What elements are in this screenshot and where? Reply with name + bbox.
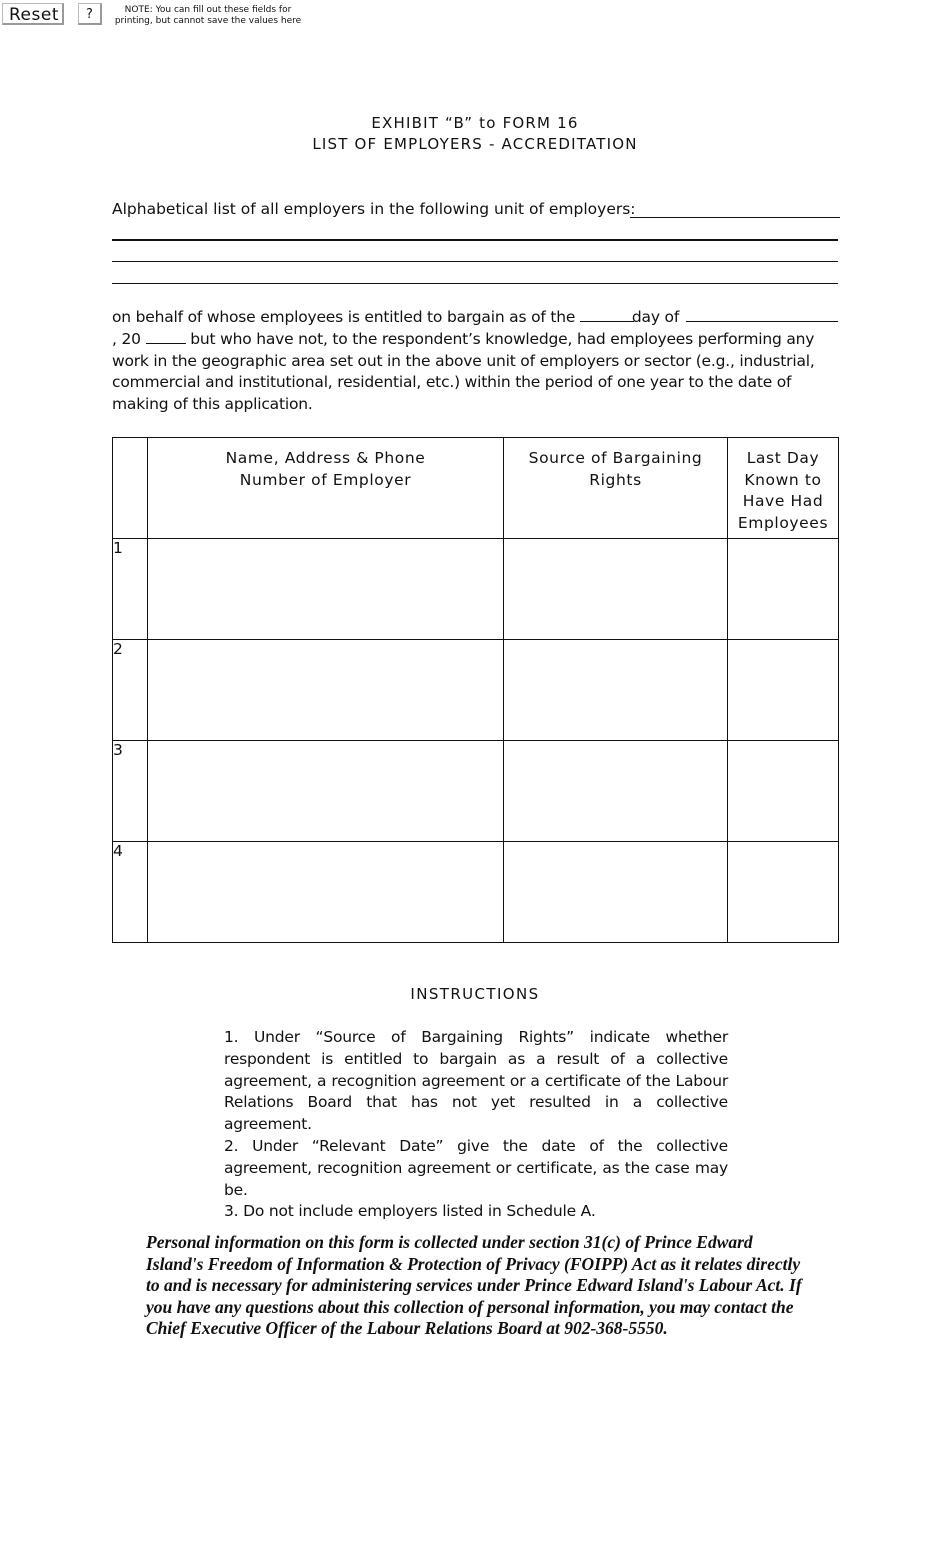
source-field[interactable] — [504, 640, 728, 741]
header-source — [504, 438, 728, 539]
unit-label: Alphabetical list of all employers in the following unit of employers: — [112, 200, 636, 218]
instructions-heading: INSTRUCTIONS — [410, 985, 540, 1003]
unit-field[interactable] — [630, 217, 840, 218]
header-last-day — [728, 438, 839, 539]
table-row — [113, 640, 839, 741]
last-day-field[interactable] — [728, 842, 839, 943]
header-employer — [148, 438, 504, 539]
unit-line-1[interactable] — [112, 239, 838, 241]
unit-line-3[interactable] — [112, 283, 838, 284]
form-title: EXHIBIT “B” to FORM 16 — [371, 114, 579, 132]
statement-text-2: day of — [631, 308, 680, 326]
save-note: NOTE: You can fill out these fields for printing, but cannot save the values here — [114, 5, 302, 26]
header-number — [113, 438, 148, 539]
reset-button[interactable]: Reset — [2, 3, 64, 25]
year-field[interactable] — [146, 331, 186, 344]
privacy-notice: Personal information on this form is collected under section 31(c) of Prince Edward Island's Freedom of Information & Protection of Privacy (FOIPP) Act as it relates directly to and is necessary for administering services under Prince Edward Island's Labour Act. If you have any questions about this collection of personal information, you may contact the Chief Executive Officer of the Labour Relations Board at 902-368-5550. — [146, 1232, 802, 1338]
statement-text-4: but who have not, to the respondent’s knowledge, had employees performing any work in the geographic area set out in the above unit of employers or sector (e.g., industrial, commercial and institutional, residential, etc.) within the period of one year to the date of making of this application. — [112, 329, 815, 414]
last-day-field[interactable] — [728, 539, 839, 640]
row-number: 3 — [113, 741, 148, 842]
statement-text-1: on behalf of whose employees is entitled to bargain as of the — [112, 308, 576, 326]
help-button[interactable]: ? — [78, 3, 102, 25]
unit-line-2[interactable] — [112, 261, 838, 262]
row-number: 2 — [113, 640, 148, 741]
source-field[interactable] — [504, 842, 728, 943]
table-row — [113, 741, 839, 842]
employer-field[interactable] — [148, 842, 504, 943]
employer-field[interactable] — [148, 741, 504, 842]
header-source-label: Source of Bargaining Rights — [528, 449, 703, 489]
employer-field[interactable] — [148, 539, 504, 640]
header-employer-label: Name, Address & Phone Number of Employer — [225, 449, 426, 489]
last-day-field[interactable] — [728, 741, 839, 842]
source-field[interactable] — [504, 539, 728, 640]
instructions-list — [224, 1027, 728, 1223]
day-field[interactable] — [580, 309, 634, 322]
form-subtitle: LIST OF EMPLOYERS - ACCREDITATION — [312, 135, 638, 153]
instruction-item: 2. Under “Relevant Date” give the date of the collective agreement, recognition agreement or certificate, as the case may be. — [224, 1136, 728, 1199]
statement-paragraph — [112, 307, 842, 416]
last-day-field[interactable] — [728, 640, 839, 741]
instruction-item: 3. Do not include employers listed in Schedule A. — [224, 1202, 596, 1221]
row-number: 4 — [113, 842, 148, 943]
source-field[interactable] — [504, 741, 728, 842]
employers-table — [112, 437, 839, 943]
employer-field[interactable] — [148, 640, 504, 741]
month-field[interactable] — [686, 309, 838, 322]
header-last-day-label: Last Day Known to Have Had Employees — [737, 449, 829, 532]
instruction-item: 1. Under “Source of Bargaining Rights” indicate whether respondent is entitled to bargain as a result of a collective agreement, a recognition agreement or a certificate of the Labour Relations Board that has not yet resulted in a collective agreement. — [224, 1028, 728, 1134]
table-header-row — [113, 438, 839, 539]
table-row — [113, 842, 839, 943]
statement-text-3: , 20 — [112, 329, 141, 348]
row-number: 1 — [113, 539, 148, 640]
table-row — [113, 539, 839, 640]
